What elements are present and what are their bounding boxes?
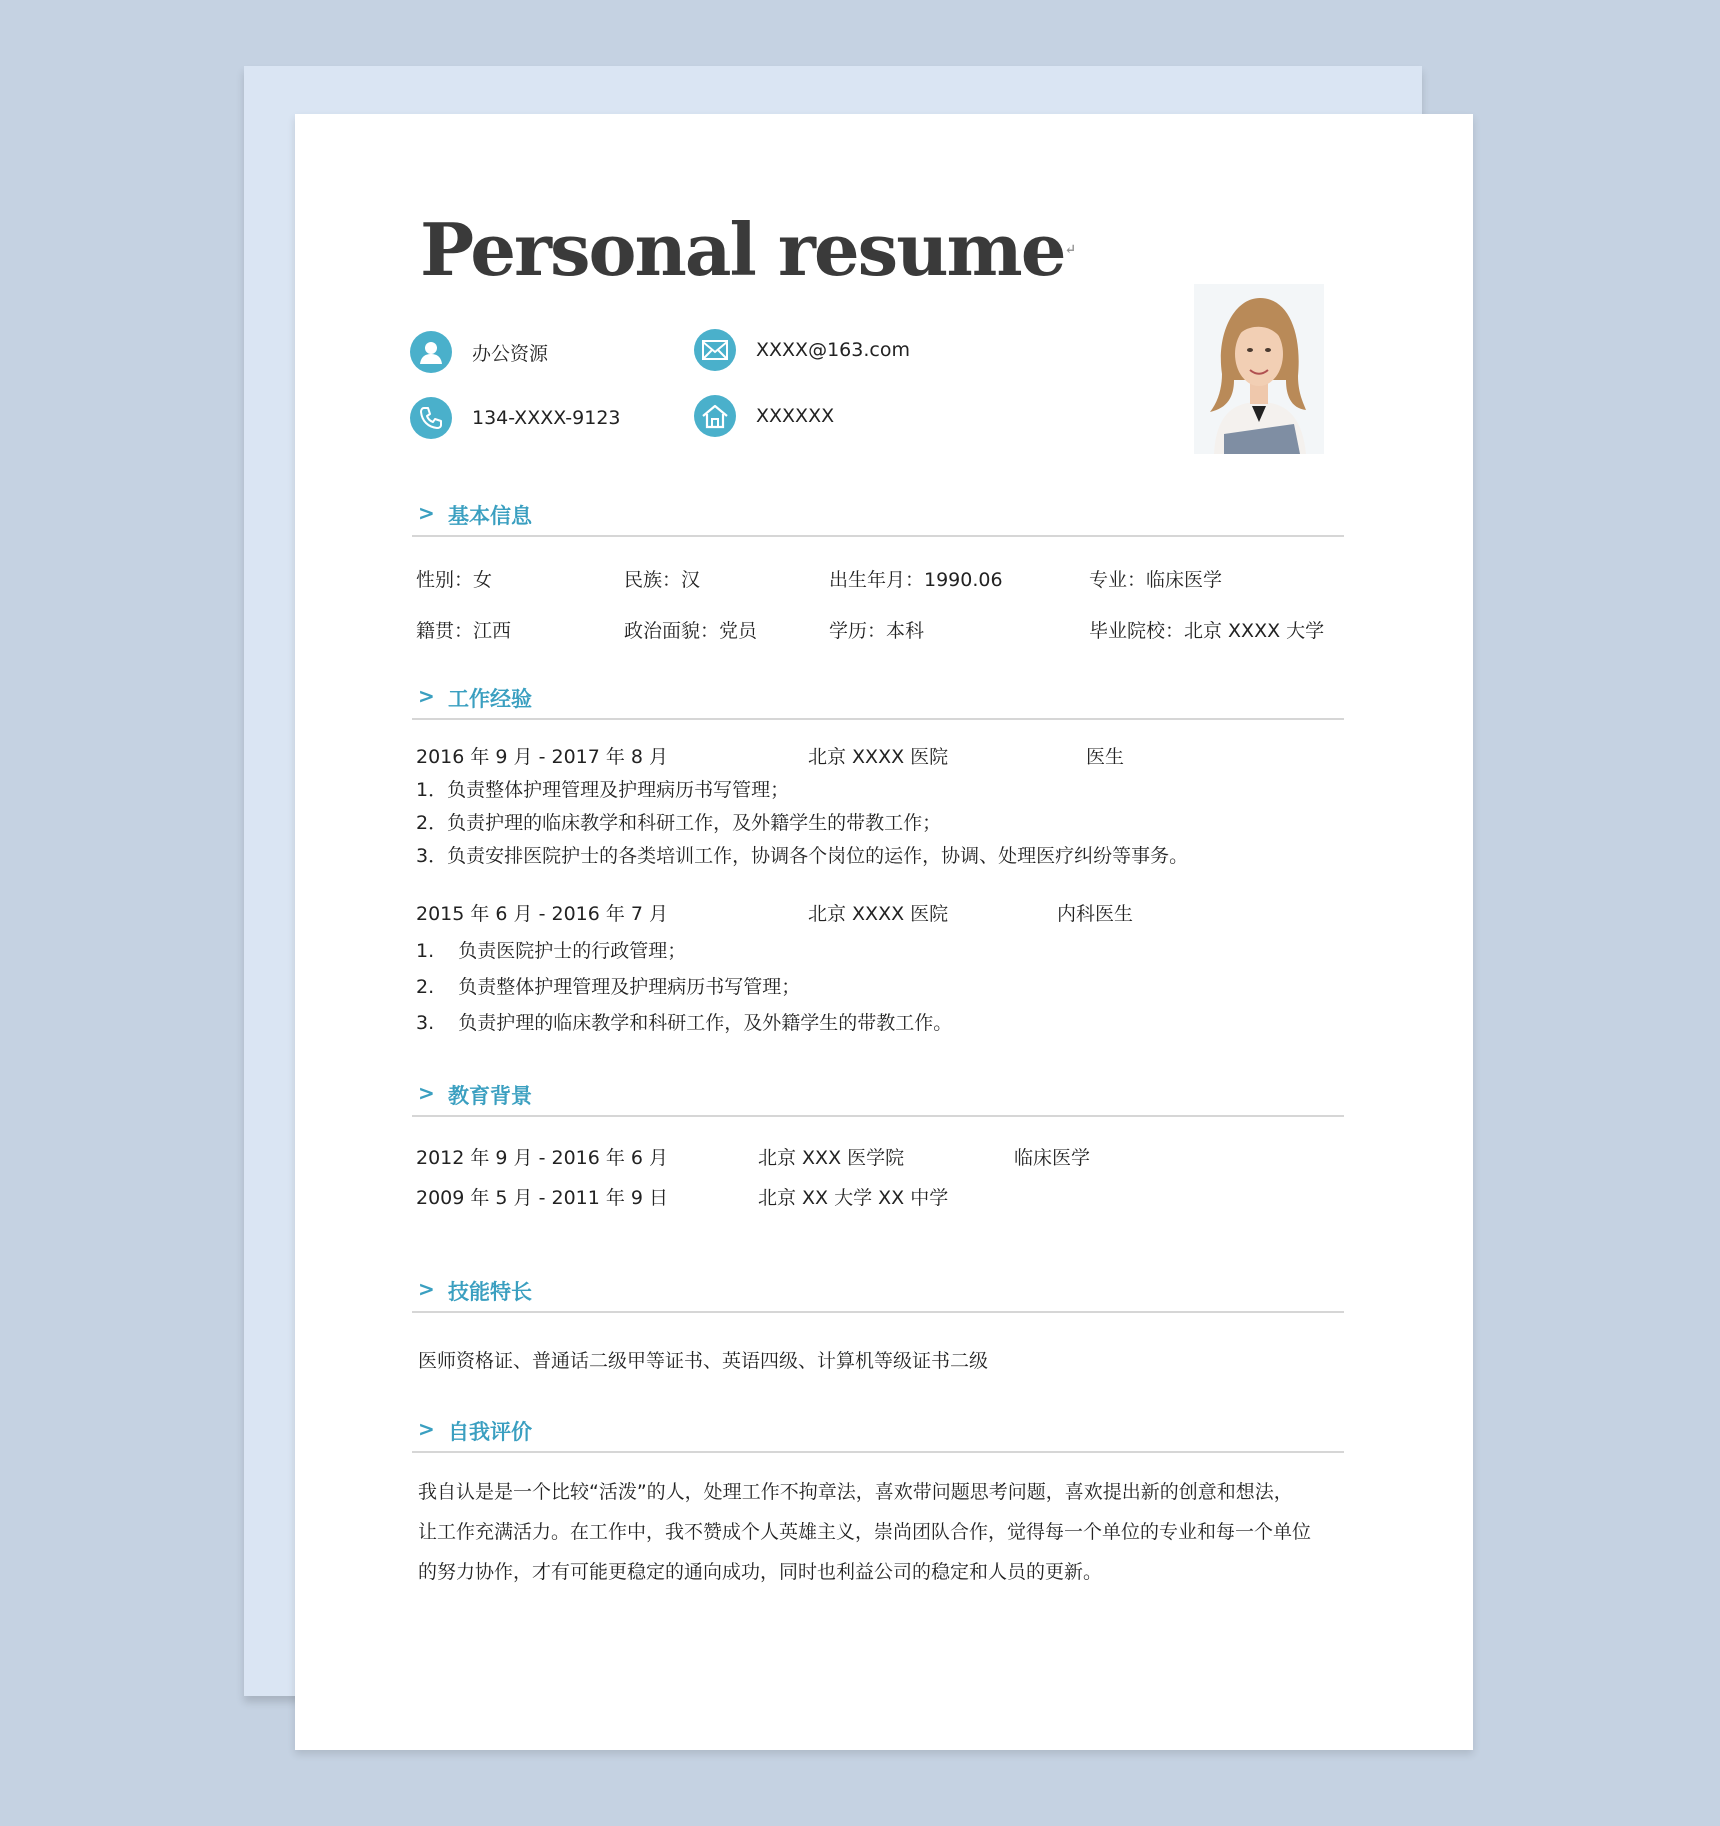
- chevron-right-icon: >: [418, 1277, 435, 1301]
- page-title: [420, 205, 1074, 295]
- work-duty: 1. 负责医院护士的行政管理；: [416, 940, 687, 962]
- work-duty: 1．负责整体护理管理及护理病历书写管理；: [416, 779, 790, 801]
- section-title: 基本信息: [448, 504, 532, 528]
- user-icon: [410, 331, 452, 373]
- work-period: 2015 年 6 月 - 2016 年 7 月: [416, 903, 669, 925]
- work-role: 内科医生: [1057, 903, 1134, 925]
- skills-text: 医师资格证、普通话二级甲等证书、英语四级、计算机等级证书二级: [418, 1350, 989, 1372]
- email-value: XXXX@163.com: [756, 339, 910, 361]
- degree: 学历：本科: [829, 620, 925, 642]
- political-status: 政治面貌：党员: [624, 620, 758, 642]
- ethnicity: 民族：汉: [624, 569, 701, 591]
- edu-school: 北京 XX 大学 XX 中学: [758, 1187, 949, 1209]
- section-self-evaluation: [412, 1413, 1344, 1453]
- chevron-right-icon: >: [418, 1081, 435, 1105]
- address-value: XXXXXX: [756, 405, 835, 427]
- school: 毕业院校：北京 XXXX 大学: [1089, 620, 1325, 642]
- work-period: 2016 年 9 月 - 2017 年 8 月: [416, 746, 669, 768]
- paragraph-mark: ↵: [1064, 242, 1075, 258]
- contact-email: [694, 329, 910, 371]
- section-title: 技能特长: [448, 1280, 532, 1304]
- section-title: 自我评价: [448, 1420, 532, 1444]
- edu-school: 北京 XXX 医学院: [758, 1147, 905, 1169]
- work-org: 北京 XXXX 医院: [808, 746, 949, 768]
- name-value: 办公资源: [472, 342, 549, 365]
- hometown: 籍贯：江西: [416, 620, 512, 642]
- work-role: 医生: [1086, 746, 1125, 768]
- chevron-right-icon: >: [418, 501, 435, 525]
- self-evaluation-text: [418, 1472, 1338, 1592]
- phone-icon: [410, 397, 452, 439]
- contact-name: [410, 331, 548, 373]
- work-duty: 3．负责安排医院护士的各类培训工作，协调各个岗位的运作，协调、处理医疗纠纷等事务。: [416, 845, 1189, 867]
- self-eval-line: 的努力协作，才有可能更稳定的通向成功，同时也利益公司的稳定和人员的更新。: [418, 1561, 1103, 1583]
- work-duty: 3. 负责护理的临床教学和科研工作，及外籍学生的带教工作。: [416, 1012, 953, 1034]
- work-duty: 2．负责护理的临床教学和科研工作，及外籍学生的带教工作；: [416, 812, 942, 834]
- self-eval-line: 我自认是是一个比较“活泼”的人，处理工作不拘章法，喜欢带问题思考问题，喜欢提出新的创意和想法，: [418, 1481, 1293, 1503]
- section-title: 教育背景: [448, 1084, 532, 1108]
- section-education: [412, 1077, 1344, 1117]
- section-work: [412, 680, 1344, 720]
- work-duty: 2. 负责整体护理管理及护理病历书写管理；: [416, 976, 801, 998]
- section-skills: [412, 1273, 1344, 1313]
- section-basic-info: [412, 497, 1344, 537]
- phone-value: 134-XXXX-9123: [472, 407, 621, 429]
- mail-icon: [694, 329, 736, 371]
- profile-photo: [1194, 284, 1324, 454]
- contact-address: [694, 395, 834, 437]
- section-title: 工作经验: [448, 687, 532, 711]
- edu-major: 临床医学: [1014, 1147, 1091, 1169]
- contact-phone: [410, 397, 621, 439]
- chevron-right-icon: >: [418, 1417, 435, 1441]
- home-icon: [694, 395, 736, 437]
- title-text: Personal resume: [420, 207, 1065, 292]
- self-eval-line: 让工作充满活力。在工作中，我不赞成个人英雄主义，崇尚团队合作，觉得每一个单位的专业和每一个单位: [418, 1521, 1312, 1543]
- edu-period: 2012 年 9 月 - 2016 年 6 月: [416, 1147, 669, 1169]
- work-org: 北京 XXXX 医院: [808, 903, 949, 925]
- edu-period: 2009 年 5 月 - 2011 年 9 日: [416, 1187, 669, 1209]
- major: 专业：临床医学: [1089, 569, 1223, 591]
- chevron-right-icon: >: [418, 684, 435, 708]
- birth-date: 出生年月：1990.06: [829, 569, 1003, 591]
- gender: 性别：女: [416, 569, 493, 591]
